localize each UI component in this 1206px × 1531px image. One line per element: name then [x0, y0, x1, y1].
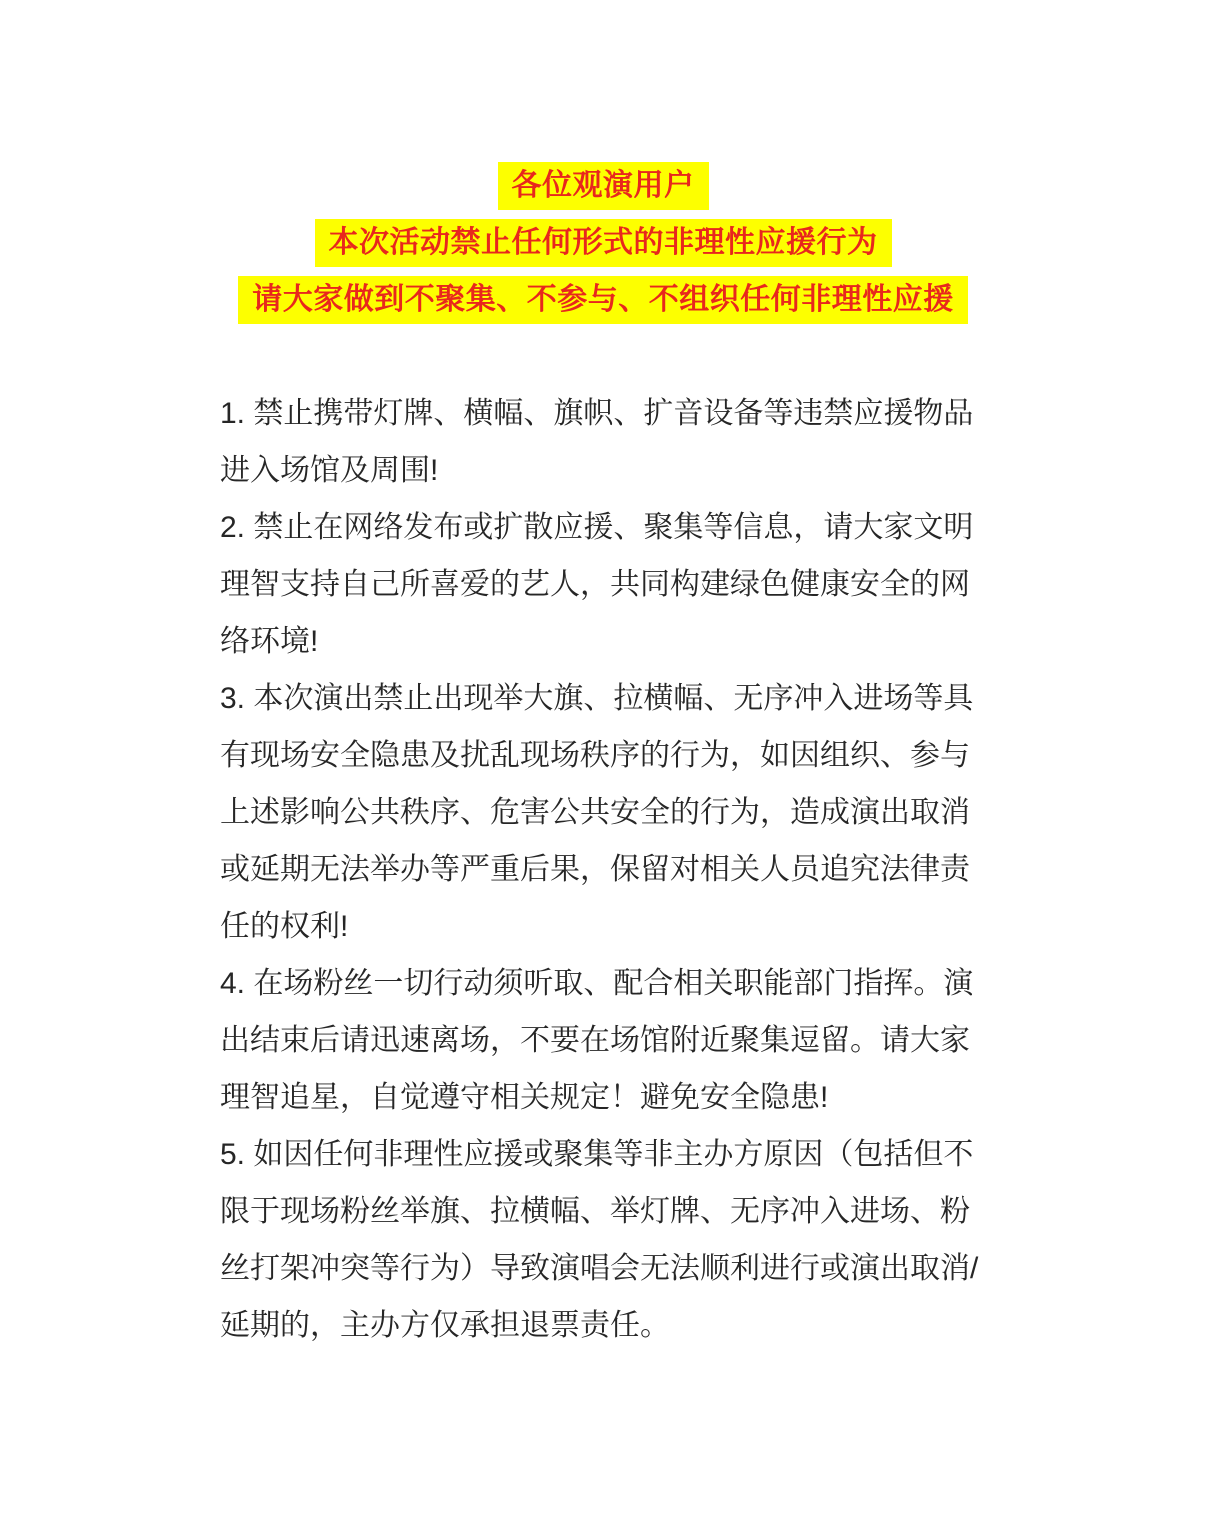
- notice-item: [220, 499, 980, 670]
- notice-line: 4. 在场粉丝一切行动须听取、配合相关职能部门指挥。演: [220, 967, 974, 1000]
- notice-line: 出结束后请迅速离场，不要在场馆附近聚集逗留。请大家: [220, 1024, 970, 1057]
- notice-item: [220, 955, 980, 1126]
- headline-line: 本次活动禁止任何形式的非理性应援行为: [315, 219, 892, 267]
- notice-line: 进入场馆及周围!: [220, 454, 439, 487]
- notice-body: [220, 385, 980, 1354]
- notice-line: 络环境!: [220, 625, 319, 658]
- notice-line: 丝打架冲突等行为）导致演唱会无法顺利进行或演出取消/: [220, 1252, 979, 1285]
- notice-line: 任的权利!: [220, 910, 349, 943]
- notice-line: 或延期无法举办等严重后果，保留对相关人员追究法律责: [220, 853, 970, 886]
- notice-line: 1. 禁止携带灯牌、横幅、旗帜、扩音设备等违禁应援物品: [220, 397, 974, 430]
- notice-item: [220, 385, 980, 499]
- headline-line: 各位观演用户: [498, 162, 709, 210]
- notice-line: 限于现场粉丝举旗、拉横幅、举灯牌、无序冲入进场、粉: [220, 1195, 970, 1228]
- notice-line: 3. 本次演出禁止出现举大旗、拉横幅、无序冲入进场等具: [220, 682, 974, 715]
- notice-item: [220, 670, 980, 955]
- notice-line: 延期的，主办方仅承担退票责任。: [220, 1309, 670, 1342]
- notice-item: [220, 1126, 980, 1354]
- notice-line: 理智追星，自觉遵守相关规定！避免安全隐患!: [220, 1081, 829, 1114]
- notice-line: 2. 禁止在网络发布或扩散应援、聚集等信息，请大家文明: [220, 511, 974, 544]
- notice-line: 有现场安全隐患及扰乱现场秩序的行为，如因组织、参与: [220, 739, 970, 772]
- notice-line: 上述影响公共秩序、危害公共安全的行为，造成演出取消: [220, 796, 970, 829]
- notice-line: 5. 如因任何非理性应援或聚集等非主办方原因（包括但不: [220, 1138, 974, 1171]
- notice-line: 理智支持自己所喜爱的艺人，共同构建绿色健康安全的网: [220, 568, 970, 601]
- headline-line: 请大家做到不聚集、不参与、不组织任何非理性应援: [238, 276, 968, 324]
- headline-banner: [0, 0, 1206, 324]
